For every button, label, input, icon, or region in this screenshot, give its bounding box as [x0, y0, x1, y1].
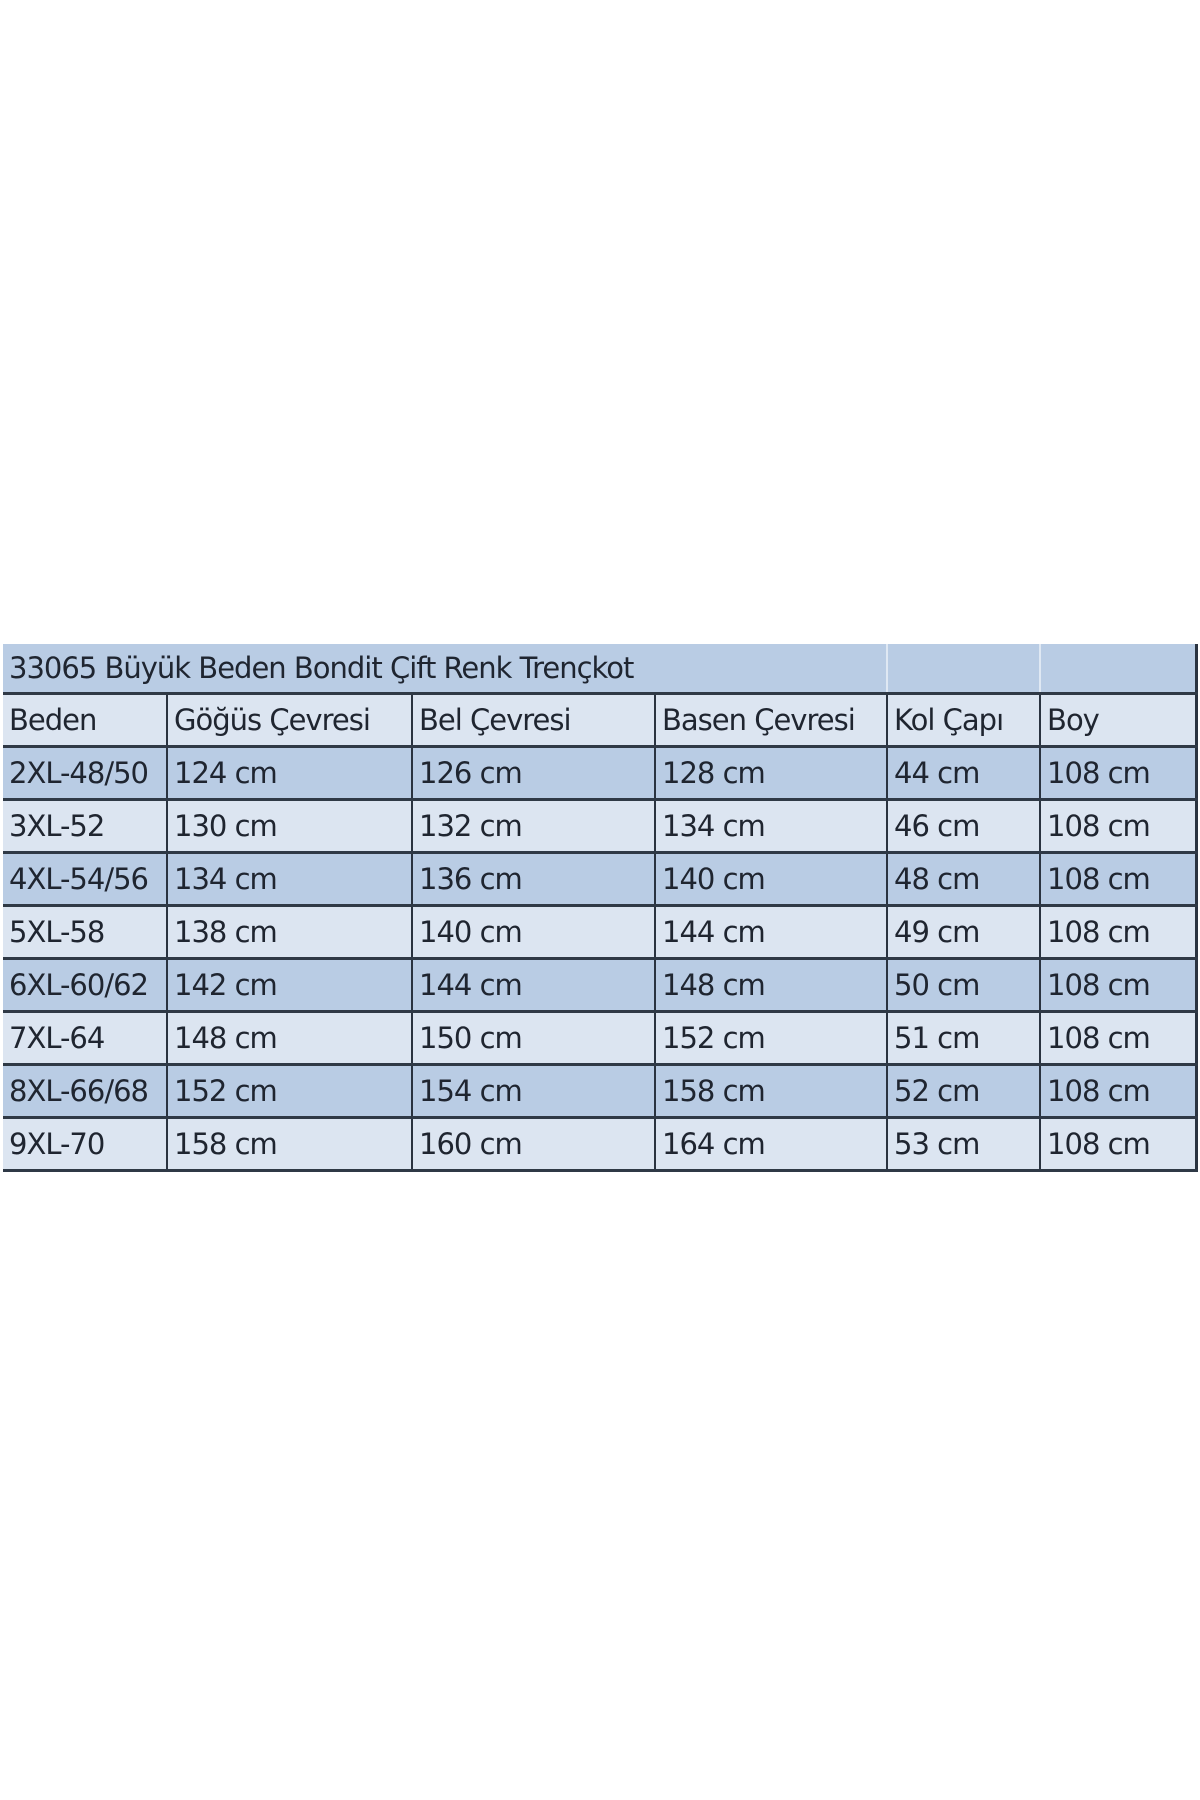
cell-arm: 52 cm	[887, 1065, 1040, 1118]
table-row	[3, 906, 1196, 959]
cell-arm: 46 cm	[887, 800, 1040, 853]
cell-size: 9XL-70	[3, 1118, 167, 1171]
header-kol-capi: Kol Çapı	[887, 694, 1040, 747]
cell-length: 108 cm	[1040, 906, 1196, 959]
cell-chest: 142 cm	[167, 959, 412, 1012]
table-title: 33065 Büyük Beden Bondit Çift Renk Trençkot	[3, 644, 887, 694]
cell-chest: 152 cm	[167, 1065, 412, 1118]
cell-waist: 144 cm	[412, 959, 655, 1012]
cell-size: 2XL-48/50	[3, 747, 167, 800]
size-chart-table	[3, 644, 1198, 1172]
cell-size: 6XL-60/62	[3, 959, 167, 1012]
cell-chest: 134 cm	[167, 853, 412, 906]
cell-chest: 138 cm	[167, 906, 412, 959]
cell-size: 8XL-66/68	[3, 1065, 167, 1118]
cell-length: 108 cm	[1040, 853, 1196, 906]
header-gogus-cevresi: Göğüs Çevresi	[167, 694, 412, 747]
title-empty-cell	[887, 644, 1040, 694]
cell-hip: 158 cm	[655, 1065, 887, 1118]
cell-hip: 140 cm	[655, 853, 887, 906]
cell-arm: 49 cm	[887, 906, 1040, 959]
header-beden: Beden	[3, 694, 167, 747]
cell-waist: 136 cm	[412, 853, 655, 906]
cell-waist: 150 cm	[412, 1012, 655, 1065]
cell-length: 108 cm	[1040, 1118, 1196, 1171]
table-row	[3, 959, 1196, 1012]
table-row	[3, 853, 1196, 906]
header-basen-cevresi: Basen Çevresi	[655, 694, 887, 747]
cell-hip: 152 cm	[655, 1012, 887, 1065]
cell-size: 3XL-52	[3, 800, 167, 853]
table-row	[3, 1012, 1196, 1065]
cell-chest: 148 cm	[167, 1012, 412, 1065]
table-row	[3, 800, 1196, 853]
title-empty-cell	[1040, 644, 1196, 694]
cell-waist: 140 cm	[412, 906, 655, 959]
cell-size: 7XL-64	[3, 1012, 167, 1065]
cell-length: 108 cm	[1040, 1065, 1196, 1118]
cell-waist: 160 cm	[412, 1118, 655, 1171]
cell-size: 5XL-58	[3, 906, 167, 959]
cell-waist: 154 cm	[412, 1065, 655, 1118]
cell-length: 108 cm	[1040, 1012, 1196, 1065]
header-row	[3, 694, 1196, 747]
cell-chest: 158 cm	[167, 1118, 412, 1171]
table-row	[3, 747, 1196, 800]
cell-waist: 132 cm	[412, 800, 655, 853]
cell-arm: 50 cm	[887, 959, 1040, 1012]
cell-hip: 148 cm	[655, 959, 887, 1012]
cell-arm: 51 cm	[887, 1012, 1040, 1065]
cell-hip: 128 cm	[655, 747, 887, 800]
cell-arm: 44 cm	[887, 747, 1040, 800]
title-row	[3, 644, 1196, 694]
cell-arm: 48 cm	[887, 853, 1040, 906]
cell-hip: 164 cm	[655, 1118, 887, 1171]
cell-chest: 124 cm	[167, 747, 412, 800]
table-row	[3, 1118, 1196, 1171]
cell-hip: 144 cm	[655, 906, 887, 959]
cell-hip: 134 cm	[655, 800, 887, 853]
header-bel-cevresi: Bel Çevresi	[412, 694, 655, 747]
cell-length: 108 cm	[1040, 959, 1196, 1012]
cell-chest: 130 cm	[167, 800, 412, 853]
cell-length: 108 cm	[1040, 800, 1196, 853]
cell-length: 108 cm	[1040, 747, 1196, 800]
cell-size: 4XL-54/56	[3, 853, 167, 906]
header-boy: Boy	[1040, 694, 1196, 747]
cell-arm: 53 cm	[887, 1118, 1040, 1171]
cell-waist: 126 cm	[412, 747, 655, 800]
table-row	[3, 1065, 1196, 1118]
